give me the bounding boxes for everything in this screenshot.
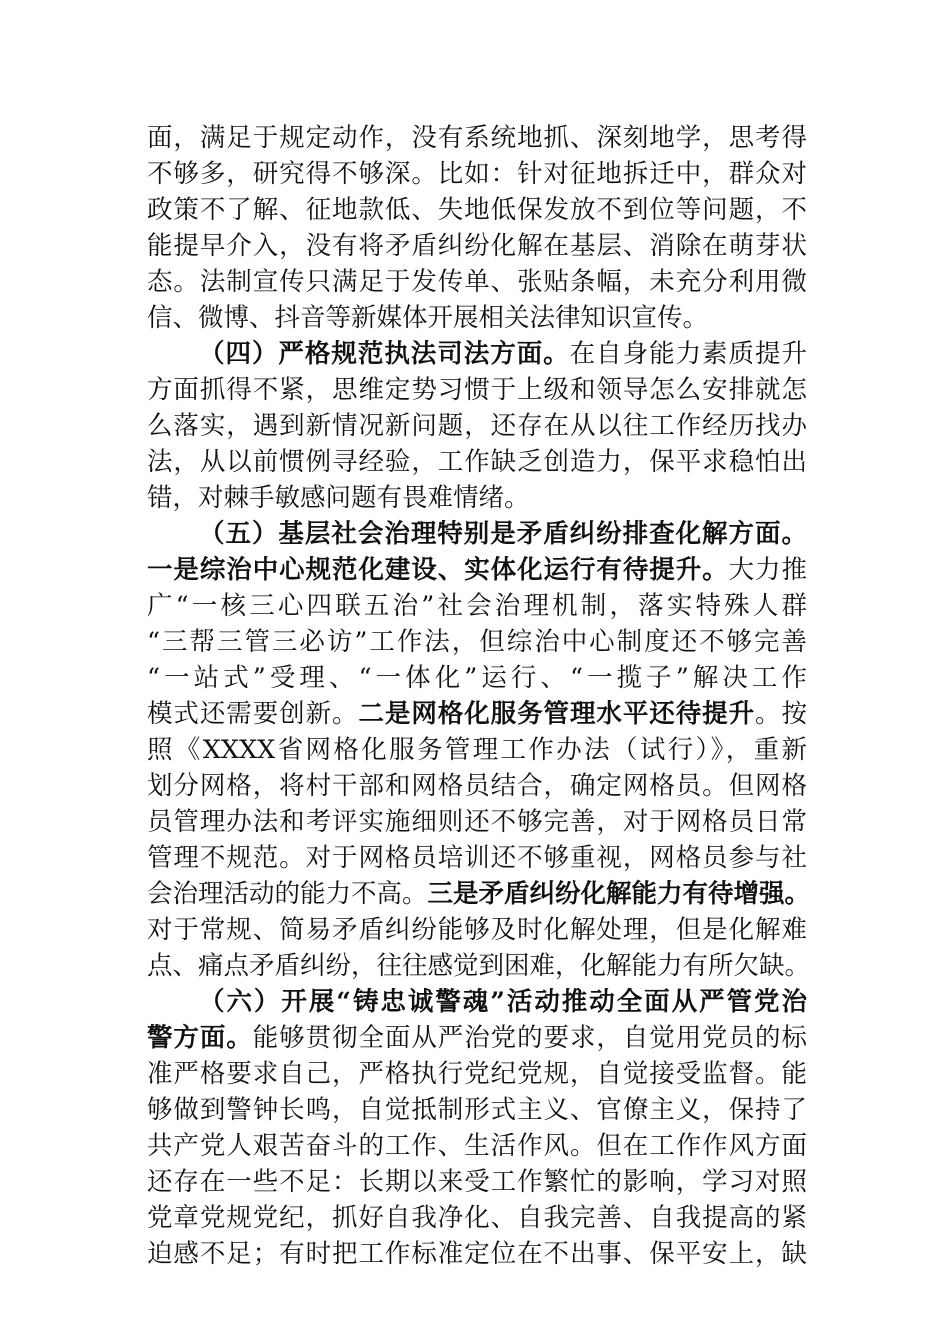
text-line bbox=[147, 910, 807, 950]
text-run: 态。法制宣传只满足于发传单、张贴条幅，未充分利用微 bbox=[147, 267, 807, 297]
text-run: 不够多，研究得不够深。比如：针对征地拆迁中，群众对 bbox=[147, 159, 807, 189]
bold-run: 警方面。 bbox=[147, 1023, 253, 1053]
text-run: 照《XXXX省网格化服务管理工作办法（试行）》，重新 bbox=[147, 735, 807, 765]
text-line bbox=[147, 478, 807, 518]
bold-run: 三是矛盾纠纷化解能力有待增强。 bbox=[427, 879, 811, 909]
text-line bbox=[147, 1162, 807, 1202]
text-line bbox=[147, 442, 807, 482]
text-run: 对于常规、简易矛盾纠纷能够及时化解处理，但是化解难 bbox=[147, 915, 807, 945]
text-run: 准严格要求自己，严格执行党纪党规，自觉接受监督。能 bbox=[147, 1059, 807, 1089]
text-run: “一站式”受理、“一体化”运行、“一揽子”解决工作 bbox=[147, 663, 807, 693]
text-line bbox=[147, 1054, 807, 1094]
text-run: 。按 bbox=[755, 699, 807, 729]
text-line bbox=[147, 154, 807, 194]
text-line bbox=[147, 946, 811, 986]
text-line bbox=[147, 550, 807, 590]
text-run: 大力推 bbox=[728, 555, 807, 585]
text-run: 党章党规党纪，抓好自我净化、自我完善、自我提高的紧 bbox=[147, 1203, 807, 1233]
text-line bbox=[147, 874, 811, 914]
text-line bbox=[147, 622, 807, 662]
text-line bbox=[147, 694, 807, 734]
text-line bbox=[147, 1198, 807, 1238]
text-line bbox=[147, 1126, 807, 1166]
text-run: 面，满足于规定动作，没有系统地抓、深刻地学，思考得 bbox=[147, 123, 807, 153]
text-line bbox=[147, 190, 807, 230]
paragraph-6-heading-line bbox=[199, 982, 807, 1022]
text-line bbox=[147, 1018, 807, 1058]
text-run: 会治理活动的能力不高。 bbox=[147, 879, 428, 909]
text-line bbox=[147, 1234, 807, 1274]
paragraph-5-heading-line bbox=[199, 514, 807, 554]
text-line bbox=[147, 118, 807, 158]
text-line bbox=[147, 766, 807, 806]
text-run: 够做到警钟长鸣，自觉抵制形式主义、官僚主义，保持了 bbox=[147, 1095, 807, 1125]
text-run: 能提早介入，没有将矛盾纠纷化解在基层、消除在萌芽状 bbox=[147, 231, 807, 261]
text-line bbox=[147, 586, 807, 626]
text-line bbox=[147, 406, 807, 446]
text-run: 迫感不足；有时把工作标准定位在不出事、保平安上，缺 bbox=[147, 1239, 807, 1269]
text-run: 点、痛点矛盾纠纷，往往感觉到困难，化解能力有所欠缺。 bbox=[147, 951, 811, 981]
text-run: 划分网格，将村干部和网格员结合，确定网格员。但网格 bbox=[147, 771, 807, 801]
text-run: 能够贯彻全面从严治党的要求，自觉用党员的标 bbox=[252, 1023, 807, 1053]
paragraph-4-heading-line bbox=[199, 334, 807, 374]
text-run: 法，从以前惯例寻经验，工作缺乏创造力，保平求稳怕出 bbox=[147, 447, 807, 477]
text-line bbox=[147, 370, 807, 410]
text-run: 在自身能力素质提升 bbox=[569, 339, 807, 369]
text-run: 方面抓得不紧，思维定势习惯于上级和领导怎么安排就怎 bbox=[147, 375, 807, 405]
text-line bbox=[147, 802, 807, 842]
text-line bbox=[147, 262, 807, 302]
text-run: 广“一核三心四联五治”社会治理机制，落实特殊人群 bbox=[147, 591, 807, 621]
text-run: 信、微博、抖音等新媒体开展相关法律知识宣传。 bbox=[147, 303, 709, 333]
text-line bbox=[147, 658, 807, 698]
text-run: 员管理办法和考评实施细则还不够完善，对于网格员日常 bbox=[147, 807, 807, 837]
section-heading: （五）基层社会治理特别是矛盾纠纷排查化解方面。 bbox=[199, 519, 807, 549]
text-line bbox=[147, 730, 807, 770]
text-run: 还存在一些不足：长期以来受工作繁忙的影响，学习对照 bbox=[147, 1167, 807, 1197]
text-run: 错，对棘手敏感问题有畏难情绪。 bbox=[147, 483, 530, 513]
bold-run: 一是综治中心规范化建设、实体化运行有待提升。 bbox=[147, 555, 729, 585]
text-line bbox=[147, 226, 807, 266]
section-heading: （四）严格规范执法司法方面。 bbox=[199, 339, 570, 369]
text-run: 管理不规范。对于网格员培训还不够重视，网格员参与社 bbox=[147, 843, 807, 873]
section-heading: （六）开展“铸忠诚警魂”活动推动全面从严管党治 bbox=[199, 987, 807, 1017]
bold-run: 二是网格化服务管理水平还待提升 bbox=[358, 699, 756, 729]
text-run: 模式还需要创新。 bbox=[147, 699, 359, 729]
text-run: 共产党人艰苦奋斗的工作、生活作风。但在工作作风方面 bbox=[147, 1131, 807, 1161]
text-run: 么落实，遇到新情况新问题，还存在从以往工作经历找办 bbox=[147, 411, 807, 441]
text-line bbox=[147, 1090, 807, 1130]
text-line bbox=[147, 838, 807, 878]
text-line bbox=[147, 298, 807, 338]
text-run: “三帮三管三必访”工作法，但综治中心制度还不够完善 bbox=[147, 627, 807, 657]
text-run: 政策不了解、征地款低、失地低保发放不到位等问题，不 bbox=[147, 195, 807, 225]
